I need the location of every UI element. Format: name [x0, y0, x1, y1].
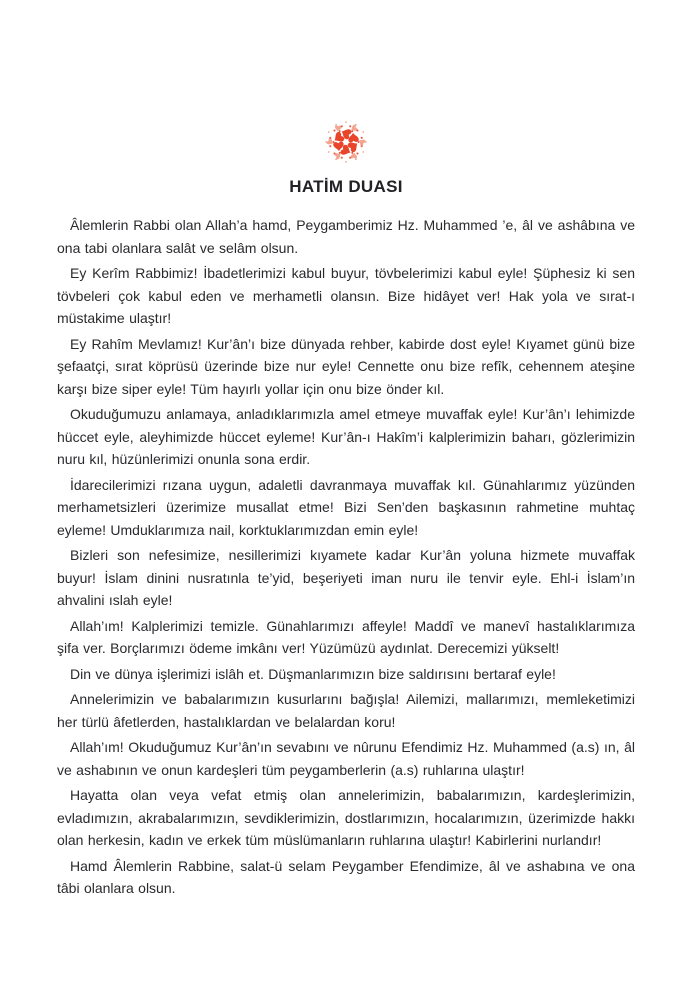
prayer-paragraph-4: Okuduğumuzu anlamaya, anladıklarımızla amel etmeye muvaffak eyle! Kur’ân’ı lehimizde hüccet eyle, aleyhimizde hüccet eyleme! Kur’ân-ı Hakîm’i kalplerimizin baharı, gözlerimizin nuru kıl, hüzünlerimizi onunla sona erdir. — [57, 406, 635, 467]
prayer-paragraph-11: Hayatta olan veya vefat etmiş olan annelerimizin, babalarımızın, kardeşlerimizin, evladımızın, akrabalarımızın, sevdiklerimizin, dostlarımızın, hocalarımızın, üzerimizde hakkı olan herkesin, kadın ve erkek tüm müslümanların ruhlarına ulaştır! Kabirlerini nurlandır! — [57, 787, 635, 848]
page-title: HATİM DUASI — [289, 177, 403, 196]
prayer-text — [57, 214, 635, 900]
prayer-paragraph-6: Bizleri son nefesimize, nesillerimizi kıyamete kadar Kur’ân yoluna hizmete muvaffak buyur! İslam dinini nusratınla te’yid, beşeriyeti iman nuru ile tenvir eyle. Ehl-i İslam’ın ahvalini ıslah eyle! — [57, 547, 635, 608]
prayer-paragraph-10: Allah’ım! Okuduğumuz Kur’ân’ın sevabını ve nûrunu Efendimiz Hz. Muhammed (a.s) ın, âl ve ashabının ve onun kardeşleri tüm peygamberlerin (a.s) ruhlarına ulaştır! — [57, 739, 635, 778]
heart-mandala-icon — [320, 116, 372, 168]
prayer-paragraph-9: Annelerimizin ve babalarımızın kusurlarını bağışla! Ailemizi, mallarımızı, memleketimizi her türlü âfetlerden, hastalıklardan ve belalardan koru! — [57, 691, 635, 730]
prayer-paragraph-7: Allah’ım! Kalplerimizi temizle. Günahlarımızı affeyle! Maddî ve manevî hastalıklarımıza şifa ver. Borçlarımızı ödeme imkânı ver! Yüzümüzü aydınlat. Derecemizi yükselt! — [57, 617, 635, 656]
ornament — [57, 116, 635, 168]
prayer-paragraph-2: Ey Kerîm Rabbimiz! İbadetlerimizi kabul buyur, tövbelerimizi kabul eyle! Şüphesiz ki sen tövbeleri çok kabul eden ve merhametli olansın. Bize hidâyet ver! Hak yola ve sırat-ı müstakime ulaştır! — [57, 265, 635, 326]
prayer-paragraph-1: Âlemlerin Rabbi olan Allah’a hamd, Peygamberimiz Hz. Muhammed ’e, âl ve ashâbına ve ona tabi olanlara salât ve selâm olsun. — [57, 217, 635, 256]
prayer-paragraph-12: Hamd Âlemlerin Rabbine, salat-ü selam Peygamber Efendimize, âl ve ashabına ve ona tâbi olanlara olsun. — [57, 857, 635, 896]
prayer-paragraph-8: Din ve dünya işlerimizi islâh et. Düşmanlarımızın bize saldırısını bertaraf eyle! — [70, 665, 556, 682]
prayer-paragraph-3: Ey Rahîm Mevlamız! Kur’ân’ı bize dünyada rehber, kabirde dost eyle! Kıyamet günü bize şefaatçi, sırat köprüsü üzerinde bize nur eyle! Cennette onu bize refîk, cehennem ateşine karşı bize siper eyle! Tüm hayırlı yollar için onu bize önder kıl. — [57, 335, 635, 397]
prayer-paragraph-5: İdarecilerimizi rızana uygun, adaletli davranmaya muvaffak kıl. Günahlarımız yüzünden merhametsizleri üzerimize musallat etme! Bizi Sen’den başkasının rahmetine muhtaç eyleme! Umduklarımıza nail, korktuklarımızdan emin eyle! — [57, 476, 635, 538]
